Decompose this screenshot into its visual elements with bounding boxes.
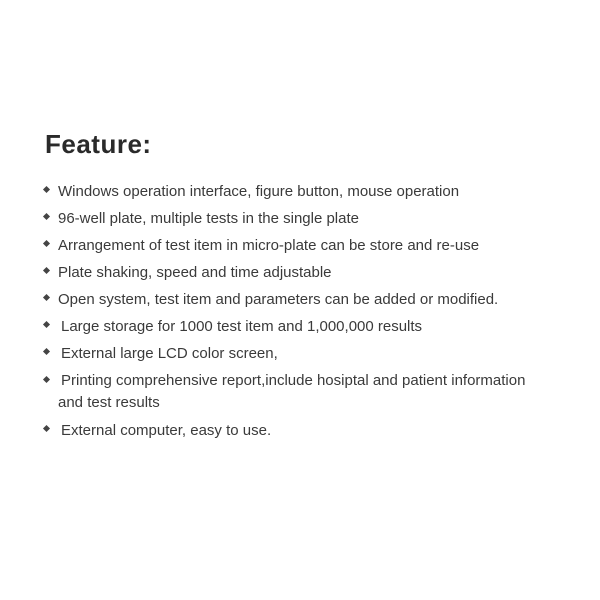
- feature-item: [44, 313, 589, 340]
- feature-text: External computer, easy to use.: [61, 422, 272, 439]
- feature-item: [44, 417, 589, 444]
- diamond-bullet-icon: [43, 348, 50, 355]
- feature-item: [44, 367, 528, 417]
- diamond-bullet-icon: [43, 213, 50, 220]
- feature-heading: Feature:: [45, 129, 152, 159]
- diamond-bullet-icon: [43, 425, 50, 432]
- diamond-bullet-icon: [43, 376, 50, 383]
- feature-text: Printing comprehensive report,include hosiptal and patient information and test results: [58, 372, 526, 411]
- feature-text: Arrangement of test item in micro-plate can be store and re-use: [58, 237, 480, 254]
- diamond-bullet-icon: [43, 321, 50, 328]
- diamond-bullet-icon: [43, 240, 50, 247]
- diamond-bullet-icon: [43, 267, 50, 274]
- feature-text: Windows operation interface, figure button, mouse operation: [58, 183, 460, 200]
- diamond-bullet-icon: [43, 294, 50, 301]
- feature-item: [44, 178, 589, 205]
- feature-item: [44, 259, 589, 286]
- feature-text: External large LCD color screen,: [61, 345, 278, 362]
- feature-text: Plate shaking, speed and time adjustable: [58, 264, 332, 281]
- feature-text: Open system, test item and parameters can be added or modified.: [58, 291, 499, 308]
- feature-text: Large storage for 1000 test item and 1,000,000 results: [61, 318, 423, 335]
- feature-item: [44, 286, 589, 313]
- feature-item: [44, 340, 589, 367]
- feature-text: 96-well plate, multiple tests in the single plate: [58, 210, 359, 227]
- diamond-bullet-icon: [43, 186, 50, 193]
- feature-list: [44, 178, 589, 444]
- feature-item: [44, 232, 589, 259]
- feature-item: [44, 205, 589, 232]
